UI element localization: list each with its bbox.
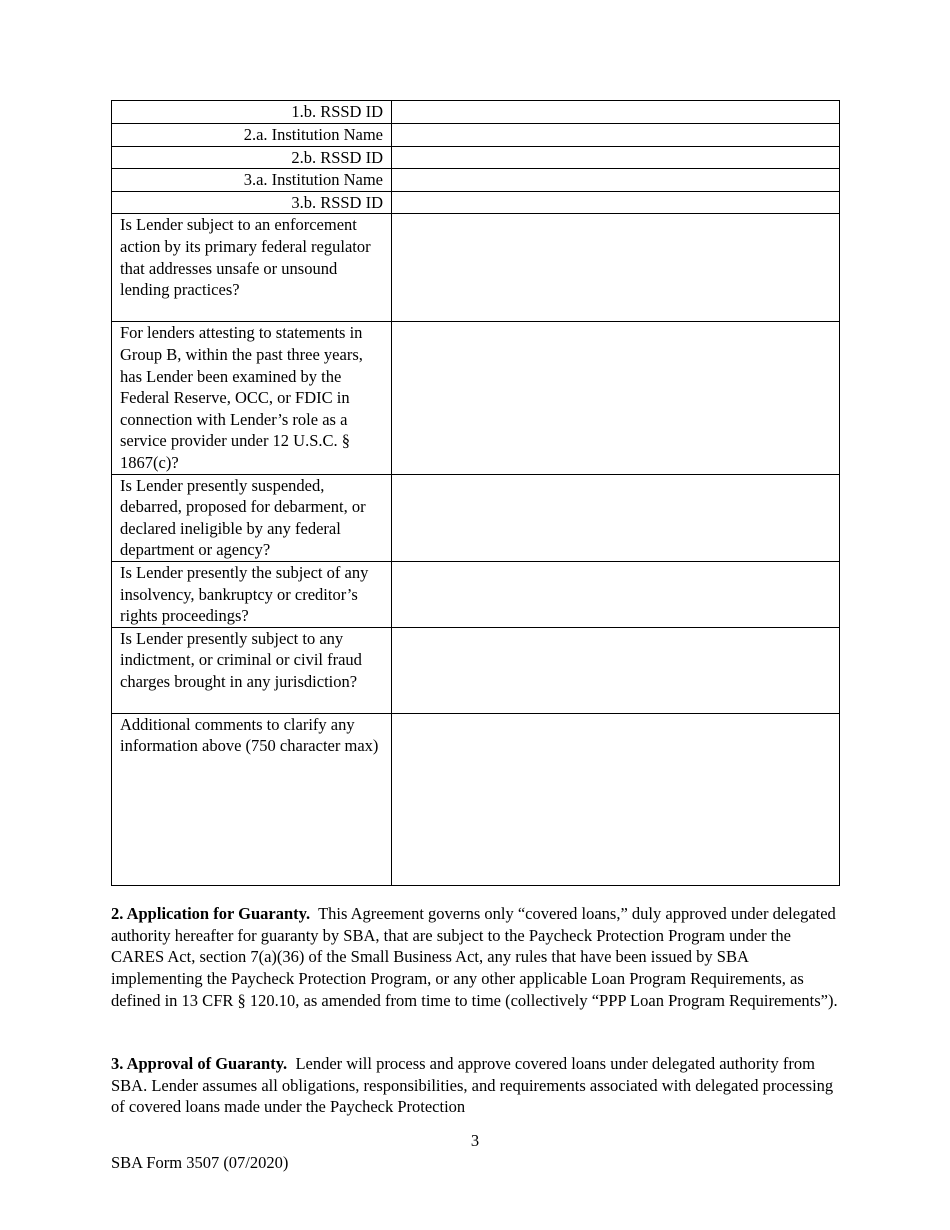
table-row [112, 322, 840, 474]
service-provider-exam-question: For lenders attesting to statements in Group B, within the past three years, has Lender been examined by the Federal Reserve, OCC, or FDIC in connection with Lender’s role as a service provider under 12 U.S.C. § 1867(c)? [112, 322, 392, 474]
institution-name-3a-field[interactable] [392, 169, 840, 192]
institution-name-2a-label: 2.a. Institution Name [112, 124, 392, 147]
indictment-answer[interactable] [392, 627, 840, 713]
section-2-body: This Agreement governs only “covered loans,” duly approved under delegated authority hereafter for guaranty by SBA, that are subject to the Paycheck Protection Program under the CARES Act, section 7(a)(36) of the Small Business Act, any rules that have been issued by SBA implementing the Paycheck Protection Program, or any other applicable Loan Program Requirements, as defined in 13 CFR § 120.10, as amended from time to time (collectively “PPP Loan Program Requirements”). [111, 904, 838, 1010]
section-3-heading: 3. Approval of Guaranty. [111, 1054, 288, 1073]
table-row [112, 627, 840, 713]
institution-name-2a-field[interactable] [392, 124, 840, 147]
additional-comments-label: Additional comments to clarify any information above (750 character max) [112, 713, 392, 885]
page-number: 3 [470, 1131, 480, 1150]
table-row [112, 713, 840, 885]
section-2-heading: 2. Application for Guaranty. [111, 904, 311, 923]
section-3-body: Lender will process and approve covered loans under delegated authority from SBA. Lender assumes all obligations, responsibilities, and requirements associated with delegated processing of covered loans made under the Paycheck Protection [111, 1054, 834, 1117]
table-row [112, 474, 840, 561]
insolvency-question: Is Lender presently the subject of any insolvency, bankruptcy or creditor’s rights proceedings? [112, 561, 392, 627]
table-row [112, 124, 840, 147]
section-approval-of-guaranty [111, 1053, 841, 1118]
section-application-for-guaranty [111, 903, 841, 1012]
rssd-id-1b-field[interactable] [392, 101, 840, 124]
rssd-id-2b-field[interactable] [392, 146, 840, 169]
institution-name-3a-label: 3.a. Institution Name [112, 169, 392, 192]
service-provider-exam-answer[interactable] [392, 322, 840, 474]
insolvency-answer[interactable] [392, 561, 840, 627]
table-row [112, 101, 840, 124]
table-row [112, 146, 840, 169]
enforcement-action-answer[interactable] [392, 214, 840, 322]
table-row [112, 561, 840, 627]
enforcement-action-question: Is Lender subject to an enforcement action by its primary federal regulator that addresses unsafe or unsound lending practices? [112, 214, 392, 322]
table-row [112, 214, 840, 322]
suspension-debarment-question: Is Lender presently suspended, debarred, proposed for debarment, or declared ineligible by any federal department or agency? [112, 474, 392, 561]
table-row [112, 169, 840, 192]
lender-information-table [111, 100, 840, 886]
rssd-id-2b-label: 2.b. RSSD ID [112, 146, 392, 169]
form-footer: SBA Form 3507 (07/2020) [111, 1153, 289, 1172]
rssd-id-1b-label: 1.b. RSSD ID [112, 101, 392, 124]
indictment-question: Is Lender presently subject to any indictment, or criminal or civil fraud charges brought in any jurisdiction? [112, 627, 392, 713]
table-row [112, 191, 840, 214]
rssd-id-3b-label: 3.b. RSSD ID [112, 191, 392, 214]
additional-comments-field[interactable] [392, 713, 840, 885]
suspension-debarment-answer[interactable] [392, 474, 840, 561]
rssd-id-3b-field[interactable] [392, 191, 840, 214]
